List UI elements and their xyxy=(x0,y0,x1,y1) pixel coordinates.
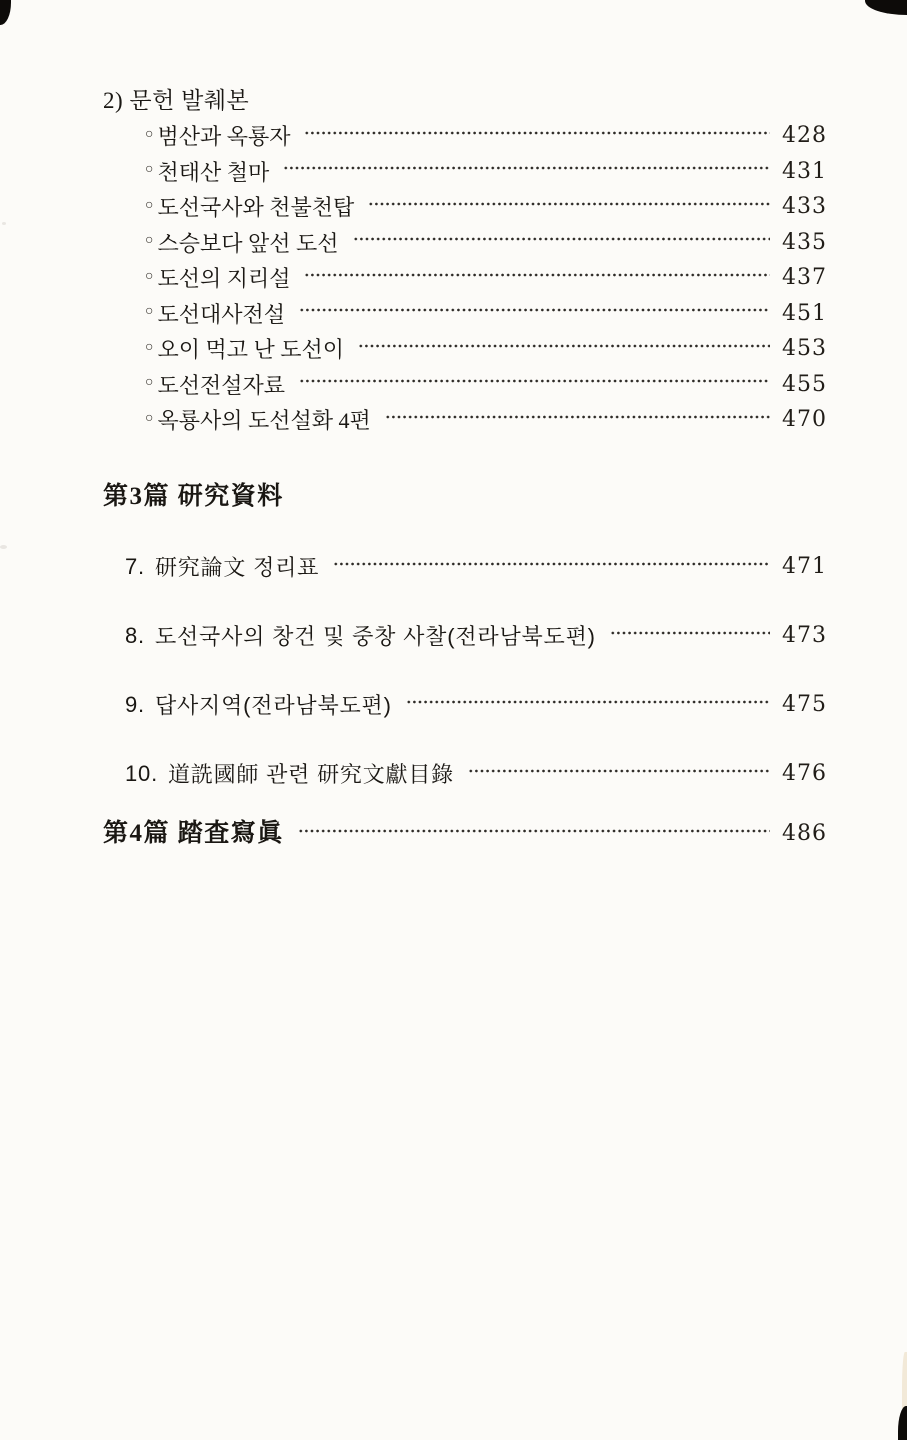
circle-bullet-icon: ○ xyxy=(145,233,154,249)
dot-leader xyxy=(283,166,770,170)
scan-smudge xyxy=(2,222,6,225)
toc-entry xyxy=(103,761,827,787)
toc-entry-page-number: 435 xyxy=(782,229,827,255)
toc-entry xyxy=(103,154,827,190)
toc-entry-number: 9. xyxy=(125,691,145,717)
toc-entry xyxy=(103,260,827,296)
toc-entry xyxy=(103,189,827,225)
dot-leader xyxy=(304,273,770,277)
toc-entry-number: 7. xyxy=(125,553,145,579)
toc-entry xyxy=(103,225,827,261)
excerpt-item-list xyxy=(103,118,827,438)
toc-entry-label: 스승보다 앞선 도선 xyxy=(157,230,339,256)
circle-bullet-icon: ○ xyxy=(145,268,154,284)
toc-entry-label: 道詵國師 관련 研究文獻目錄 xyxy=(167,762,454,787)
dot-leader xyxy=(468,769,770,773)
circle-bullet-icon: ○ xyxy=(145,304,154,320)
toc-entry-label: 답사지역(전라남북도편) xyxy=(154,693,392,718)
toc-entry-page-number: 455 xyxy=(782,371,827,397)
dot-leader xyxy=(368,202,770,206)
dot-leader xyxy=(299,379,770,383)
part4-entry xyxy=(103,817,827,851)
toc-entry xyxy=(103,367,827,403)
toc-content xyxy=(103,86,827,851)
toc-entry-page-number: 475 xyxy=(782,692,827,717)
dot-leader xyxy=(333,562,770,566)
dot-leader xyxy=(385,415,770,419)
circle-bullet-icon: ○ xyxy=(145,410,154,426)
toc-entry-label: 도선국사의 창건 및 중창 사찰(전라남북도편) xyxy=(154,624,596,649)
toc-entry xyxy=(103,118,827,154)
toc-entry-label: 천태산 철마 xyxy=(157,159,270,185)
toc-entry-label: 범산과 옥룡자 xyxy=(157,124,291,150)
scan-corner-artifact xyxy=(898,1406,907,1440)
toc-entry-page-number: 486 xyxy=(782,821,827,846)
scan-smudge xyxy=(0,545,7,549)
scan-corner-artifact xyxy=(0,0,11,25)
circle-bullet-icon: ○ xyxy=(145,197,154,213)
dot-leader xyxy=(353,237,771,241)
toc-entry-label: 도선대사전설 xyxy=(157,301,285,327)
toc-entry-label: 옥룡사의 도선설화 4편 xyxy=(157,408,371,434)
dot-leader xyxy=(299,308,770,312)
toc-entry-label: 研究論文 정리표 xyxy=(154,555,320,580)
part3-heading: 第3篇 研究資料 xyxy=(103,482,284,510)
toc-entry xyxy=(103,554,827,580)
toc-entry-page-number: 473 xyxy=(782,623,827,648)
part4-heading: 第4篇 踏査寫眞 xyxy=(103,819,284,847)
toc-entry-label: 도선전설자료 xyxy=(157,372,285,398)
toc-entry-number: 8. xyxy=(125,622,145,648)
toc-entry-page-number: 471 xyxy=(782,554,827,579)
toc-entry-label: 도선국사와 천불천탑 xyxy=(157,195,355,221)
circle-bullet-icon: ○ xyxy=(145,339,154,355)
circle-bullet-icon: ○ xyxy=(145,126,154,142)
dot-leader xyxy=(298,829,770,833)
toc-entry xyxy=(103,623,827,649)
scan-corner-artifact xyxy=(865,0,907,15)
circle-bullet-icon: ○ xyxy=(145,162,154,178)
toc-entry-page-number: 476 xyxy=(782,761,827,786)
toc-entry-label: 오이 먹고 난 도선이 xyxy=(157,337,344,363)
toc-entry-label: 도선의 지리설 xyxy=(157,266,291,292)
circle-bullet-icon: ○ xyxy=(145,375,154,391)
scan-edge-shade xyxy=(902,1352,907,1412)
toc-entry-page-number: 437 xyxy=(782,265,827,291)
toc-entry-page-number: 433 xyxy=(782,194,827,220)
toc-entry xyxy=(103,331,827,367)
dot-leader xyxy=(358,344,770,348)
toc-entry-page-number: 428 xyxy=(782,123,827,149)
dot-leader xyxy=(406,700,770,704)
subsection-title: 2) 문헌 발췌본 xyxy=(103,88,250,113)
toc-entry-page-number: 470 xyxy=(782,407,827,433)
toc-entry xyxy=(103,692,827,718)
toc-entry-page-number: 451 xyxy=(782,300,827,326)
toc-entry-page-number: 453 xyxy=(782,336,827,362)
research-item-list xyxy=(103,554,827,787)
toc-entry xyxy=(103,296,827,332)
toc-entry-number: 10. xyxy=(125,760,158,786)
dot-leader xyxy=(304,131,770,135)
toc-entry-page-number: 431 xyxy=(782,158,827,184)
dot-leader xyxy=(610,631,770,635)
toc-entry xyxy=(103,402,827,438)
